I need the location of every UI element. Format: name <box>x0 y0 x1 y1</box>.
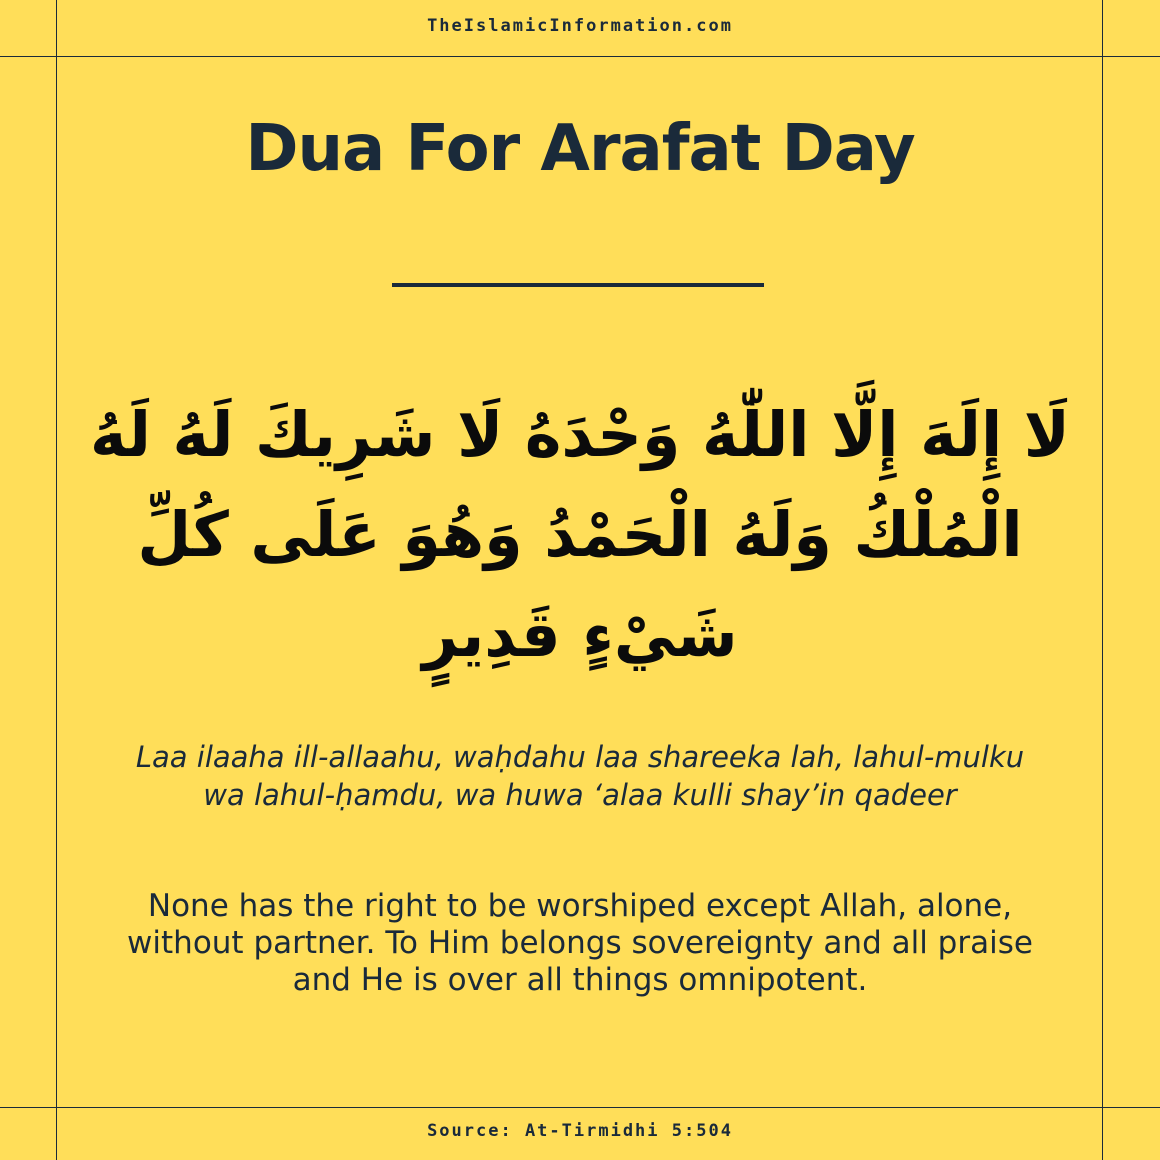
transliteration-text: Laa ilaaha ill-allaahu, waḥdahu laa shareeka lah, lahul-mulku wa lahul-ḥamdu, wa huwa ‘alaa kulli shay’in qadeer <box>135 740 1025 812</box>
translation-text: None has the right to be worshiped except Allah, alone, without partner. To Him belongs sovereignty and all praise and He is over all things omnipotent. <box>127 888 1033 998</box>
frame-line-left <box>56 0 57 1160</box>
frame-line-right <box>1102 0 1103 1160</box>
title-divider <box>392 283 764 287</box>
arabic-dua: لَا إِلَهَ إِلَّا اللّٰهُ وَحْدَهُ لَا شَرِيكَ لَهُ لَهُ الْمُلْكُ وَلَهُ الْحَمْدُ وَهُوَ عَلَى كُلِّ شَيْءٍ قَدِيرٍ <box>90 398 1070 671</box>
source-citation: Source: At-Tirmidhi 5:504 <box>427 1121 733 1141</box>
frame-line-bottom <box>0 1107 1160 1108</box>
site-url: TheIslamicInformation.com <box>427 16 733 36</box>
frame-line-top <box>0 56 1160 57</box>
page-title: Dua For Arafat Day <box>245 112 915 186</box>
